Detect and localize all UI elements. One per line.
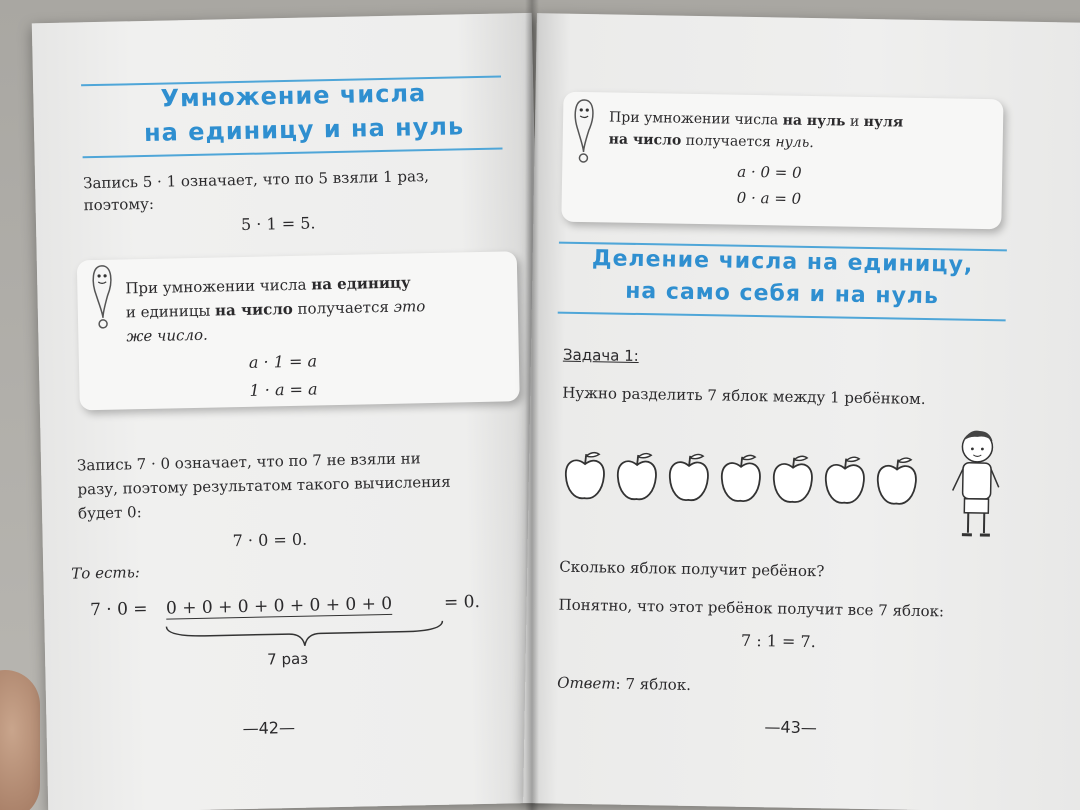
- explanation-text: Понятно, что этот ребёнок получит все 7 яблок:: [558, 595, 945, 621]
- page-number-42: —42—: [242, 717, 296, 739]
- task-text: Нужно разделить 7 яблок между 1 ребёнком.: [562, 383, 926, 409]
- left-title-line2: на единицу и на нуль: [143, 112, 465, 147]
- apple-icon: [822, 452, 867, 509]
- mascot-icon-2: [568, 96, 599, 167]
- formula-2: 7 · 0 = 0.: [232, 529, 308, 551]
- expansion-lhs: 7 · 0 =: [89, 599, 148, 621]
- expansion-sum: 0 + 0 + 0 + 0 + 0 + 0 + 0: [165, 593, 393, 619]
- apple-icon: [614, 449, 659, 506]
- rule1-text-e: получается: [292, 297, 394, 318]
- task-label: Задача 1:: [562, 345, 639, 366]
- rule1-text-a: При умножении числа: [125, 275, 312, 298]
- apple-icon: [874, 453, 919, 510]
- intro-text-1: Запись 5 · 1 означает, что по 5 взяли 1 раз,: [82, 167, 430, 193]
- brace-icon: [164, 619, 444, 651]
- title-rule-bottom: [83, 147, 503, 158]
- rule-box-multiply-one: [77, 251, 520, 410]
- rule2-text-d: нуля: [863, 113, 904, 131]
- right-page: [523, 13, 1080, 810]
- answer-label: Ответ: [557, 673, 616, 693]
- rule1-line3: же число.: [126, 325, 208, 346]
- rule1-formula-a: a · 1 = a: [248, 351, 318, 372]
- rule2-text-g: нуль.: [775, 134, 814, 152]
- apple-icon: [666, 450, 711, 507]
- apple-icon: [770, 451, 815, 508]
- rule2-text-b: на нуль: [782, 112, 846, 130]
- left-page: [32, 13, 548, 810]
- expansion-rhs: = 0.: [443, 592, 481, 613]
- mascot-icon: [87, 262, 118, 333]
- answer-text: : 7 яблок.: [615, 674, 692, 694]
- right-title-line2: на само себя и на нуль: [624, 278, 940, 310]
- rule1-text-d: на число: [214, 299, 293, 320]
- right-title-line1: Деление числа на единицу,: [591, 246, 974, 278]
- text2-line2: разу, поэтому результатом такого вычисления: [77, 472, 451, 499]
- formula-1: 5 · 1 = 5.: [240, 213, 316, 234]
- page-number-43: —43—: [764, 717, 818, 738]
- rule1-text-f: это: [393, 297, 426, 316]
- rule2-line2: [609, 128, 814, 154]
- rule2-text-e: на число: [608, 131, 682, 149]
- intro-text-2: поэтому:: [83, 194, 155, 215]
- book-spine: [525, 0, 539, 810]
- rule-box-multiply-zero: [561, 92, 1003, 230]
- text2-line1: Запись 7 · 0 означает, что по 7 не взяли ни: [76, 449, 421, 475]
- answer-line: [557, 672, 691, 696]
- apples-row: [562, 448, 923, 510]
- apple-icon: [718, 450, 763, 507]
- child-icon: [946, 424, 1010, 545]
- left-title-line1: Умножение числа: [160, 79, 427, 113]
- division-formula: 7 : 1 = 7.: [740, 630, 816, 652]
- rule1-formula-b: 1 · a = a: [249, 379, 318, 400]
- question-text: Сколько яблок получит ребёнок?: [559, 557, 825, 581]
- rule2-text-c: и: [845, 113, 864, 130]
- to-est-label: То есть:: [71, 563, 141, 583]
- text2-line3: будет 0:: [77, 503, 142, 523]
- rule2-formula-a: a · 0 = 0: [737, 162, 802, 182]
- apple-icon: [562, 448, 607, 505]
- thumb: [0, 670, 40, 810]
- rule1-text-b: на единицу: [311, 273, 411, 294]
- rule1-text-c: и единицы: [125, 301, 216, 322]
- rule2-text-a: При умножении числа: [608, 109, 783, 129]
- rule2-formula-b: 0 · a = 0: [736, 188, 802, 208]
- rule2-text-f: получается: [681, 132, 776, 151]
- title2-rule-bottom: [558, 312, 1006, 322]
- brace-label: 7 раз: [266, 649, 309, 669]
